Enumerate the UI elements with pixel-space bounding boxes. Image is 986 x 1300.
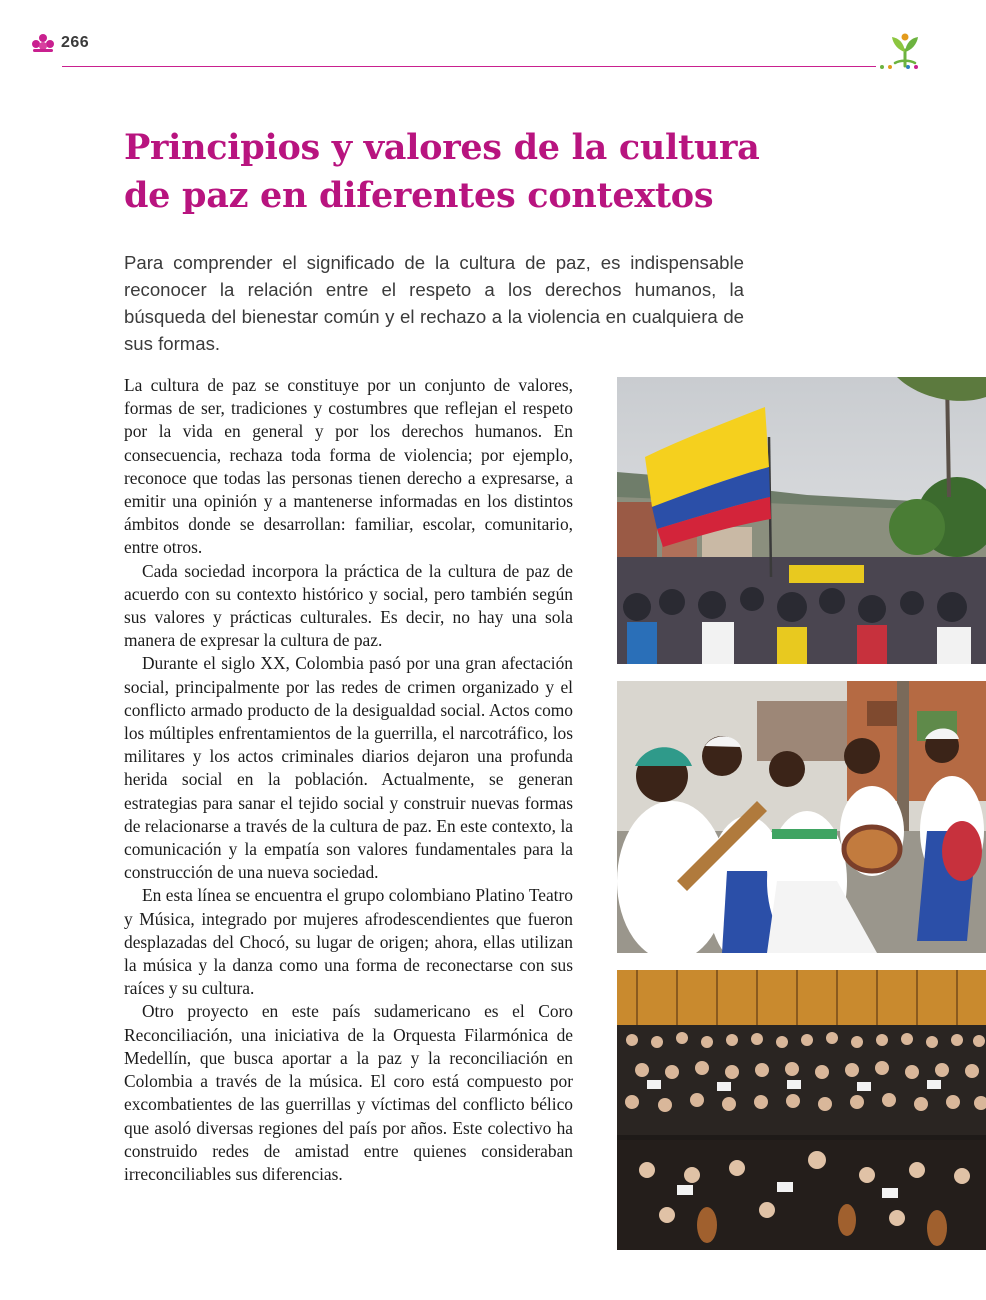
sprout-logo-icon bbox=[886, 30, 924, 70]
paragraph-5: Otro proyecto en este país sudamericano es el Coro Reconciliación, una iniciativa de la Orquesta Filarmónica de Medellín, que busca aportar a la paz y la reconciliación en Colombia a través de la música. El coro está compuesto por excombatientes de las guerrillas y víctimas del conflicto bélico que asoló diversas regiones del país por años. Este colectivo ha construido redes de amistad entre quienes consideraban irreconciliables sus diferencias. bbox=[124, 1001, 573, 1184]
photo-protest-march bbox=[617, 377, 986, 664]
title-line-2: de paz en diferentes contextos bbox=[124, 175, 714, 216]
page-number: 266 bbox=[61, 34, 90, 51]
page-header bbox=[0, 0, 986, 80]
paragraph-3: Durante el siglo XX, Colombia pasó por una gran afectación social, principalmente por las redes de crimen organizado y el conflicto armado producto de la desigualdad social. Actos como los múltiples enfrentamientos de la guerrilla, el narcotráfico, los militares y los actos criminales diarios dejaron una profunda herida social en la población. Actualmente, se generan estrategias para sanar el tejido social y construir nuevas formas de relacionarse a través de la cultura de paz. En este contexto, la comunicación y la empatía son valores fundamentales para la construcción de una nueva sociedad. bbox=[124, 653, 573, 883]
paragraph-1: La cultura de paz se constituye por un conjunto de valores, formas de ser, tradiciones y costumbres que reflejan el respeto por la vida en general y por los derechos humanos. En consecuencia, rechaza toda forma de violencia; por ejemplo, reconoce que todas las personas tienen derecho a expresarse, a emitir una opinión y a mantenerse informadas en los distintos ámbitos donde se desarrollan: familiar, escolar, comunitario, entre otros. bbox=[124, 375, 573, 558]
flower-ornament-icon bbox=[31, 33, 55, 53]
paragraph-4: En esta línea se encuentra el grupo colombiano Platino Teatro y Música, integrado por mujeres afrodescendientes que fueron desplazadas del Chocó, su lugar de origen; ahora, ellas utilizan la música y la danza como una forma de reconectarse con sus raíces y su cultura. bbox=[124, 885, 573, 999]
photo-choir-orchestra bbox=[617, 970, 986, 1250]
page-title bbox=[124, 124, 844, 220]
intro-paragraph: Para comprender el significado de la cultura de paz, es indispensable reconocer la relación entre el respeto a los derechos humanos, la búsqueda del bienestar común y el rechazo a la violencia en cualquiera de sus formas. bbox=[124, 252, 744, 354]
title-line-1: Principios y valores de la cultura bbox=[124, 127, 760, 168]
photo-dance-group bbox=[617, 681, 986, 953]
header-rule bbox=[62, 66, 876, 67]
body-text bbox=[124, 374, 573, 1186]
paragraph-2: Cada sociedad incorpora la práctica de la cultura de paz de acuerdo con su contexto histórico y social, pero también según sus valores y prácticas culturales. Es decir, no hay una sola manera de expresar la cultura de paz. bbox=[124, 560, 573, 651]
